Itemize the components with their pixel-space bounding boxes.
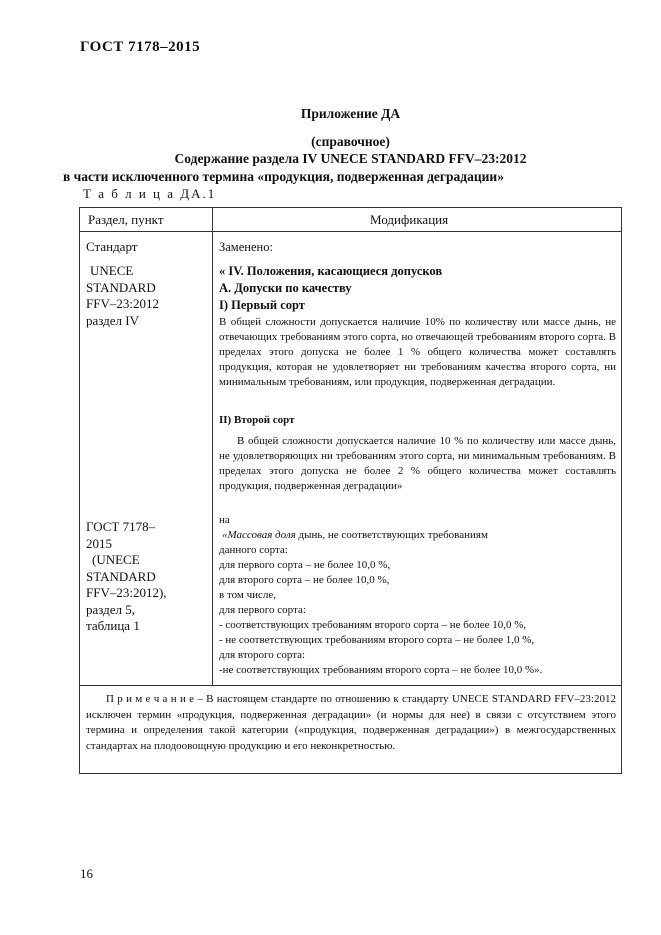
modification-table <box>79 207 622 774</box>
replaced-label: Заменено: <box>219 240 273 254</box>
appendix-content-title-2: в части исключенного термина «продукция, подверженная деградации» <box>63 169 504 184</box>
mass-fraction-rest: дынь, не соответствующих требованиям <box>295 529 488 541</box>
gost-line: ГОСТ 7178– <box>86 519 156 534</box>
mass-fraction-italic: «Массовая доля <box>222 529 296 541</box>
gost-line: таблица 1 <box>86 618 140 633</box>
unece-line: FFV–23:2012 <box>86 296 159 311</box>
appendix-content-title: Содержание раздела IV UNECE STANDARD FFV–23:2012 <box>174 151 527 166</box>
section-ii-title: II) Второй сорт <box>219 414 295 426</box>
requirements-list <box>219 543 616 678</box>
gost-line: 2015 <box>86 535 112 551</box>
header-divider <box>80 231 621 232</box>
list-item: -не соответствующих требованиям второго сорта – не более 10,0 %». <box>219 664 543 676</box>
mass-fraction-line <box>222 528 619 543</box>
unece-line: раздел IV <box>86 312 140 328</box>
list-item: - соответствующих требованиям второго сорта – не более 10,0 %, <box>219 619 527 631</box>
column-header-section: Раздел, пункт <box>88 212 164 227</box>
unece-line: UNECE <box>90 263 134 278</box>
list-item: данного сорта: <box>219 544 288 556</box>
list-item: для второго сорта: <box>219 649 306 661</box>
on-label: на <box>219 514 230 526</box>
list-item: - не соответствующих требованиям второго сорта – не более 1,0 %, <box>219 634 535 646</box>
table-label: Т а б л и ц а ДА.1 <box>83 186 217 201</box>
second-grade-paragraph: В общей сложности допускается наличие 10 % по количеству или массе дынь, не удовлетворяющих ни требованиям этого сорта, ни минимальным требованиям. В пределах этого допуска не более 2 % общего количества может составлять продукция, подверженная деградации» <box>219 435 616 492</box>
gost-line: (UNECE <box>92 552 140 567</box>
column-divider <box>212 208 213 685</box>
document-header: ГОСТ 7178–2015 <box>80 39 201 55</box>
note-divider <box>80 685 621 686</box>
list-item: для второго сорта – не более 10,0 %, <box>219 574 390 586</box>
list-item: для первого сорта: <box>219 604 306 616</box>
row-unece-section <box>86 263 159 329</box>
first-grade-paragraph: В общей сложности допускается наличие 10% по количеству или массе дынь, не отвечающих требованиям этого сорта, но отвечающей требованиям второго сорта. В пределах этого допуска не более 1 % общего количества может составлять продукция, которая не удовлетворяет ни требованиям качества второго сорта, ни минимальным требованиям, или продукция, подверженная деградации. <box>219 316 616 388</box>
section-a-title: А. Допуски по качеству <box>219 281 352 295</box>
row-standard-label: Стандарт <box>86 239 138 254</box>
page-number: 16 <box>80 866 93 881</box>
appendix-title: Приложение ДА <box>300 106 401 121</box>
row-gost-section <box>86 519 167 635</box>
table-note: П р и м е ч а н и е – В настоящем стандарте по отношению к стандарту UNECE STANDARD FFV–23:2012 исключен термин «продукция, подверженная деградации» (и нормы для нее) в связи с отсутствием этого термина и определения такой категории («продукция, подверженная деградации») в межгосударственных стандартах на плодоовощную продукцию и его неконкретностью. <box>86 693 616 752</box>
gost-line: раздел 5, <box>86 601 136 617</box>
column-header-modification: Модификация <box>370 212 449 227</box>
gost-line: FFV–23:2012), <box>86 585 167 600</box>
section-iv-title: « IV. Положения, касающиеся допусков <box>219 264 443 278</box>
unece-line: STANDARD <box>86 279 156 295</box>
list-item: в том числе, <box>219 589 277 601</box>
list-item: для первого сорта – не более 10,0 %, <box>219 559 391 571</box>
appendix-subtitle: (справочное) <box>311 134 390 149</box>
gost-line: STANDARD <box>86 568 156 584</box>
section-i-title: I) Первый сорт <box>219 298 305 312</box>
